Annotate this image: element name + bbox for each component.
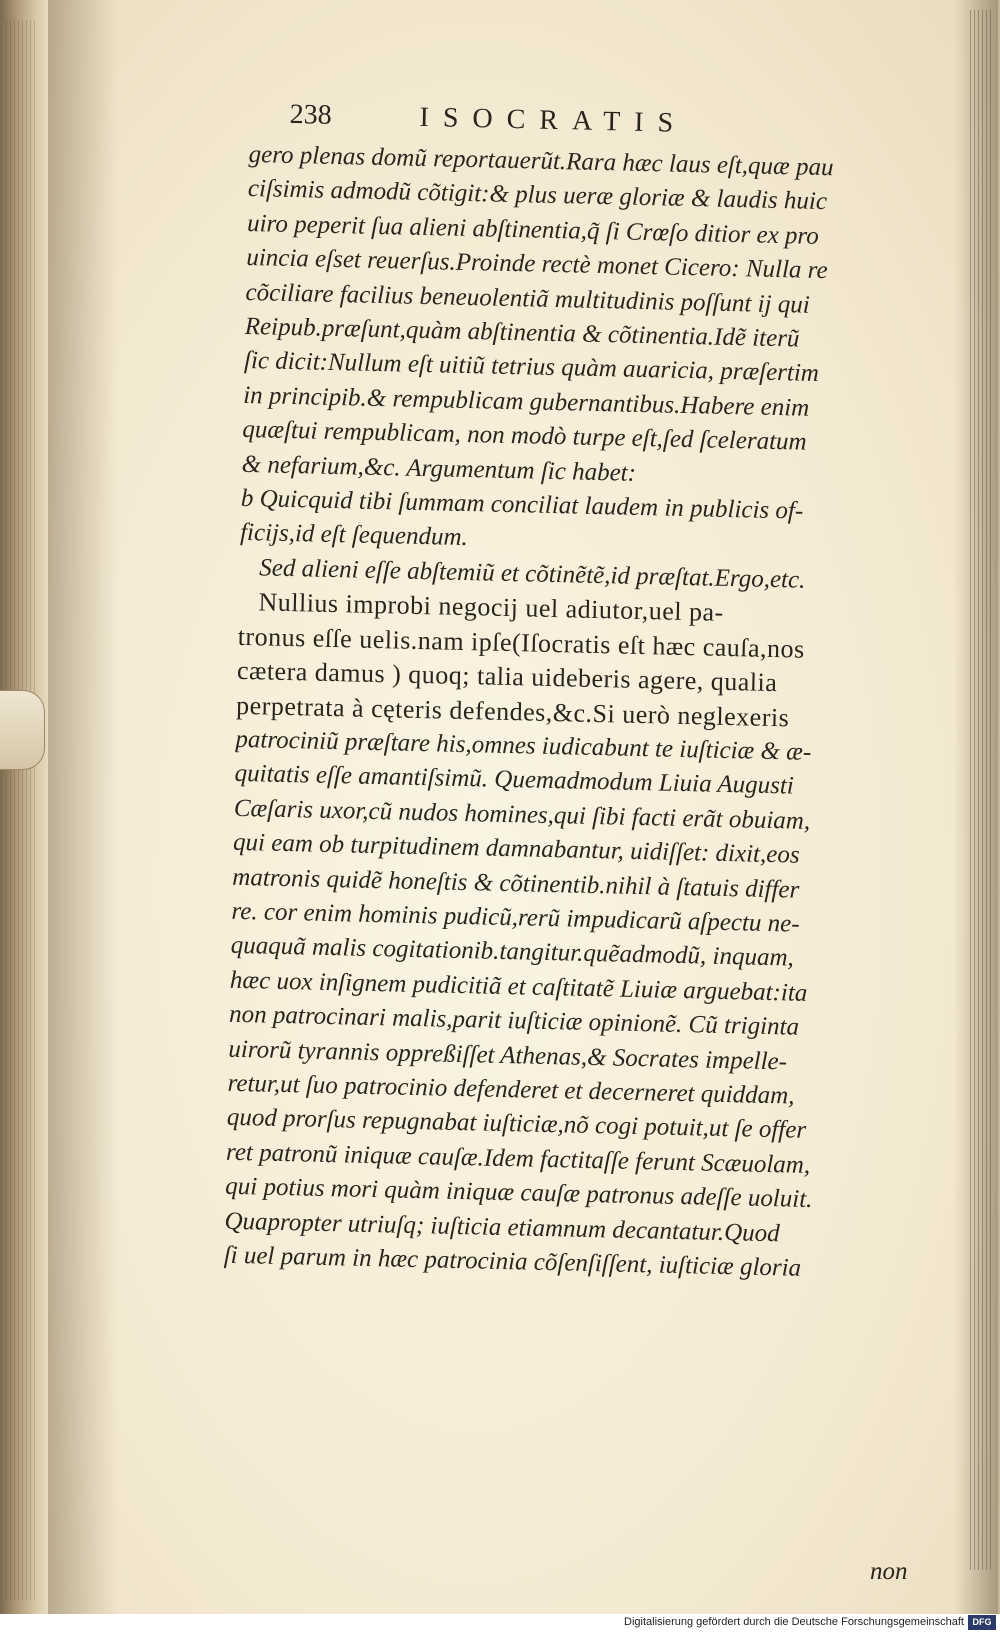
text-line: uincia eſset reuerſus.Proinde rectè monet Cicero: Nulla re [246,244,828,285]
text-line: Sed alieni eſſe abſtemiũ et cõtinẽtẽ,id præſtat.Ergo,etc. [259,554,806,594]
text-line: ciſsimis admodũ cõtigit:& plus ueræ gloriæ & laudis huic [247,175,828,216]
text-line: patrociniũ præſtare his,omnes iudicabunt te iuſticiæ & æ- [235,725,812,766]
text-line: matronis quidẽ honeſtis & cõtinentib.nihil à ſtatuis differ [232,863,800,904]
text-line: re. cor enim hominis pudicũ,rerũ impudicarũ aſpectu ne- [231,897,800,938]
text-line: Cæſaris uxor,cũ nudos homines,qui ſibi facti erãt obuiam, [233,794,811,835]
dfg-logo: DFG [968,1615,996,1630]
text-line: ſic dicit:Nullum eſt uitiũ tetrius quàm auaricia, præſertim [243,347,820,388]
text-line: b Quicquid tibi ſummam conciliat laudem in publicis of- [240,484,804,525]
left-page-edge-lines [6,20,36,1600]
digitization-credit: Digitalisierung gefördert durch die Deutsche Forschungsgemeinschaft [624,1616,964,1628]
text-line: tronus eſſe uelis.nam ipſe(Iſocratis eſt hæc cauſa,nos [237,621,806,664]
text-line: Reipub.præſunt,quàm abſtinentia & cõtinentia.Idẽ iterũ [244,312,800,353]
text-line: uiro peperit ſua alieni abſtinentia,q̃ ſi Crœſo ditior ex pro [246,209,820,250]
right-page-edge [954,0,998,1614]
text-line: uirorũ tyrannis oppreßiſſet Athenas,& Socrates impelle- [228,1035,788,1075]
text-line: quaquã malis cogitationib.tangitur.quẽadmodũ, inquam, [230,932,795,972]
page-number: 238 [289,98,332,131]
binding-clasp [0,690,45,770]
text-line: ficijs,id eſt ſequendum. [239,519,469,552]
text-line: qui eam ob turpitudinem damnabantur, uidiſſet: dixit,eos [232,828,800,869]
text-line: perpetrata à cęteris defendes,&c.Si uerò neglexeris [235,690,790,732]
text-line: & nefarium,&c. Argumentum ſic habet: [241,450,637,487]
text-line: in principib.& rempublicam gubernantibus.Habere enim [242,381,810,422]
text-line: ret patronũ iniquæ cauſæ.Idem factitaſſe ferunt Scæuolam, [225,1138,811,1179]
text-line: Quapropter utriuſq; iuſticia etiamnum decantatur.Quod [224,1207,780,1247]
right-page-edge-lines [970,10,992,1570]
text-line: quæſtui rempublicam, non modò turpe eſt,ſed ſceleratum [242,416,807,456]
text-line: hæc uox inſignem pudicitiã et caſtitatẽ Liuiæ arguebat:ita [229,966,808,1007]
text-line: qui potius mori quàm iniquæ cauſæ patronus adeſſe uoluit. [224,1172,813,1214]
text-line: ſi uel parum in hæc patrocinia cõſenſiſſent, iuſticiæ gloria [223,1241,802,1282]
text-line: Nullius improbi negocij uel adiutor,uel pa- [258,587,725,628]
text-line: non patrocinari malis,parit iuſticiæ opinionẽ. Cũ triginta [228,1000,800,1041]
text-line: cõciliare facilius beneuolentiã multitudinis poſſunt ij qui [245,278,811,319]
text-line: quitatis eſſe amantiſsimũ. Quemadmodum Liuia Augusti [234,760,795,800]
text-line: cætera damus ) quoq; talia uideberis agere, qualia [236,655,778,698]
page-text-block [223,98,949,1289]
page-gutter-shadow [48,0,118,1614]
text-line: gero plenas domũ reportauerũt.Rara hæc laus eſt,quæ pau [248,140,834,182]
text-line: retur,ut ſuo patrocinio defenderet et decerneret quiddam, [227,1069,795,1110]
text-line: quod prorſus repugnabat iuſticiæ,nõ cogi potuit,ut ſe offer [226,1104,807,1145]
left-page-edge [0,0,48,1614]
catchword: non [870,1558,908,1585]
running-title: ISOCRATIS [419,101,688,139]
